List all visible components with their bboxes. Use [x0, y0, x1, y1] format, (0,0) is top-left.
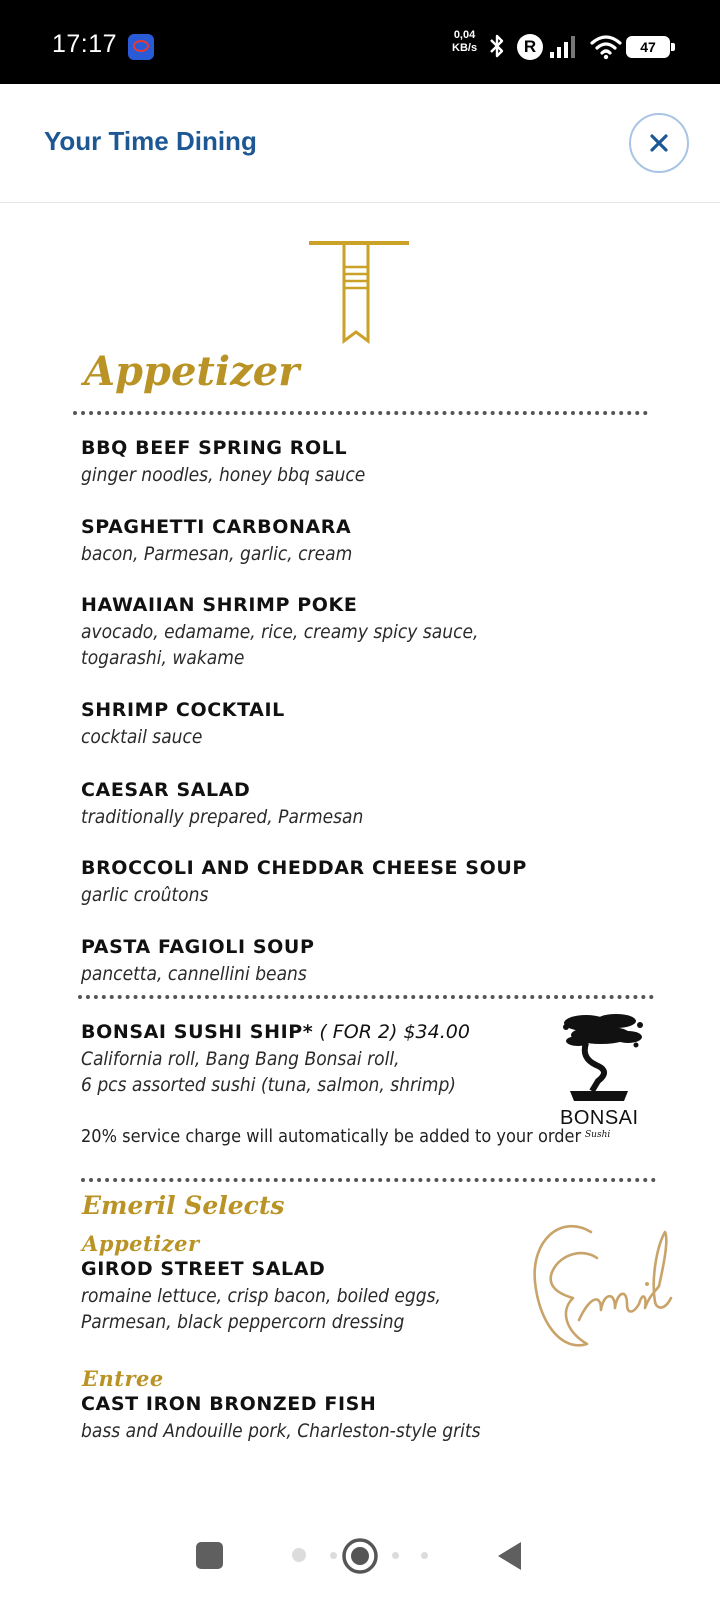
app-header [0, 84, 720, 203]
bonsai-logo-text: BONSAI [560, 1107, 639, 1129]
signal-icon [550, 34, 580, 60]
menu-item [81, 699, 285, 750]
item-description: pancetta, cannellini beans [81, 963, 307, 985]
item-description: avocado, edamame, rice, creamy spicy sauce, togarashi, wakame [81, 621, 479, 669]
app-notification-icon [128, 34, 154, 60]
bonsai-logo-subtext: Sushi [585, 1130, 611, 1140]
page-indicator-dot [392, 1552, 399, 1559]
item-name: PASTA FAGIOLI SOUP [81, 936, 315, 958]
divider [73, 411, 648, 415]
recents-button[interactable] [196, 1542, 223, 1569]
item-description: traditionally prepared, Parmesan [81, 806, 364, 828]
network-rate-unit: KB/s [452, 42, 478, 54]
menu-item [81, 594, 523, 671]
item-name: SPAGHETTI CARBONARA [81, 516, 352, 538]
item-name: SHRIMP COCKTAIL [81, 699, 285, 721]
menu-item [81, 1393, 525, 1444]
bluetooth-icon [486, 32, 508, 60]
menu-item [81, 779, 395, 830]
item-description: ginger noodles, honey bbq sauce [81, 464, 366, 486]
emeril-signature [531, 1218, 673, 1358]
item-description: California roll, Bang Bang Bonsai roll, 6 pcs assorted sushi (tuna, salmon, shrimp) [81, 1048, 456, 1096]
home-button[interactable] [340, 1536, 380, 1576]
appetizer-heading: Appetizer [84, 348, 300, 395]
divider [81, 1178, 656, 1182]
item-description: bass and Andouille pork, Charleston-style grits [81, 1420, 481, 1442]
restaurant-logo-icon [309, 241, 409, 346]
menu-content[interactable] [0, 203, 720, 1500]
item-name: BONSAI SUSHI SHIP* ( FOR 2) $34.00 [81, 1021, 470, 1043]
item-price: ( FOR 2) $34.00 [313, 1021, 470, 1043]
battery-indicator: 47 [626, 36, 670, 58]
menu-item [81, 857, 527, 908]
page-indicator-dot [330, 1552, 337, 1559]
item-name: BROCCOLI AND CHEDDAR CHEESE SOUP [81, 857, 527, 879]
item-description: romaine lettuce, crisp bacon, boiled eggs, Parmesan, black peppercorn dressing [81, 1285, 441, 1333]
item-description: bacon, Parmesan, garlic, cream [81, 543, 353, 565]
close-icon [648, 132, 670, 154]
menu-item [81, 437, 397, 488]
menu-item [81, 936, 332, 987]
network-rate-value: 0,04 [453, 29, 476, 41]
status-bar [0, 0, 720, 84]
wifi-icon [590, 34, 622, 60]
menu-item [81, 1258, 481, 1335]
menu-item [81, 516, 382, 567]
page-indicator-dot [292, 1548, 306, 1562]
service-charge-note: 20% service charge will automatically be added to your order [81, 1126, 582, 1147]
menu-item-sushi [81, 1021, 498, 1098]
course-label: Entree [82, 1366, 164, 1391]
network-rate [452, 29, 477, 55]
page-title: Your Time Dining [44, 126, 257, 156]
r-status-icon: R [517, 34, 543, 60]
item-name: CAST IRON BRONZED FISH [81, 1393, 377, 1415]
close-button[interactable] [629, 113, 689, 173]
item-description: cocktail sauce [81, 726, 203, 748]
item-name: HAWAIIAN SHRIMP POKE [81, 594, 358, 616]
item-name: GIROD STREET SALAD [81, 1258, 326, 1280]
course-label: Appetizer [82, 1231, 200, 1256]
divider [78, 995, 654, 999]
item-name: CAESAR SALAD [81, 779, 251, 801]
item-description: garlic croûtons [81, 884, 209, 906]
status-time: 17:17 [52, 30, 118, 58]
emeril-selects-heading: Emeril Selects [82, 1191, 285, 1220]
back-button[interactable] [495, 1540, 523, 1572]
page-indicator-dot [421, 1552, 428, 1559]
item-name: BBQ BEEF SPRING ROLL [81, 437, 348, 459]
